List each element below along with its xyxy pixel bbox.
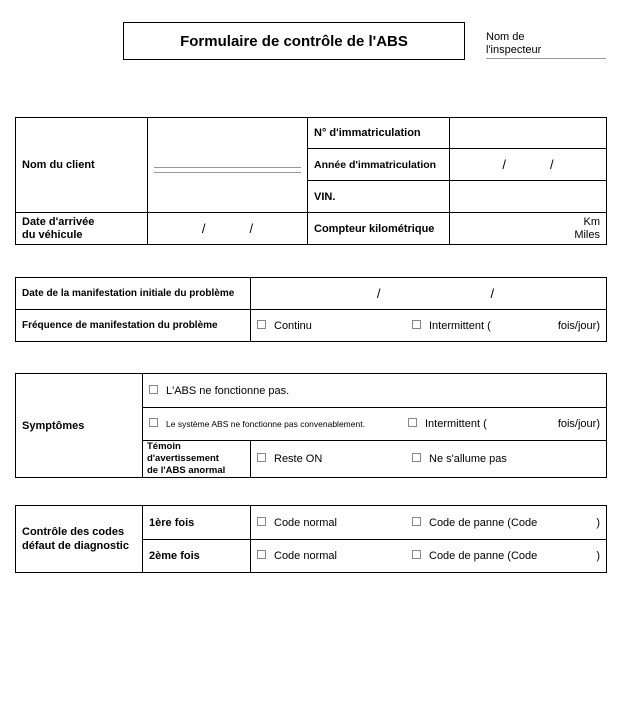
checkbox-icon (412, 453, 421, 462)
warning-light-options (251, 441, 607, 478)
checkbox-icon (257, 550, 266, 559)
checkbox-icon (257, 517, 266, 526)
option-continuous[interactable]: Continu (257, 320, 412, 332)
arrival-date-field[interactable]: / / (148, 213, 308, 245)
option-stays-on[interactable]: Reste ON (257, 453, 412, 465)
frequency-options (251, 310, 607, 342)
symptoms-table (15, 373, 607, 478)
client-vehicle-table (15, 117, 607, 245)
symptoms-label: Symptômes (16, 374, 143, 478)
inspector-name-label: Nom de l'inspecteur (486, 31, 542, 56)
symptom-not-working[interactable]: L'ABS ne fonctionne pas. (143, 374, 607, 408)
vin-field[interactable] (450, 181, 607, 213)
first-time-label: 1ère fois (143, 506, 251, 540)
second-time-options (251, 540, 607, 573)
symptom-malfunction[interactable]: Le système ABS ne fonctionne pas convenablement. (149, 418, 408, 430)
option-intermittent[interactable]: Intermittent ( fois/jour) (412, 320, 600, 332)
dtc-table (15, 505, 607, 573)
checkbox-icon (149, 418, 158, 427)
registration-no-field[interactable] (450, 118, 607, 149)
client-name-field[interactable] (148, 118, 308, 213)
symptom-malfunction-row (143, 408, 607, 441)
option-normal-code-2[interactable]: Code normal (257, 550, 412, 562)
dtc-label: Contrôle des codes défaut de diagnostic (16, 506, 143, 573)
option-intermittent[interactable]: Intermittent ( fois/jour) (408, 418, 600, 430)
checkbox-icon (412, 550, 421, 559)
inspector-name-field[interactable] (486, 58, 606, 59)
problem-table (15, 277, 607, 342)
registration-no-label: N° d'immatriculation (308, 118, 450, 149)
option-normal-code-1[interactable]: Code normal (257, 517, 412, 529)
checkbox-icon (257, 320, 266, 329)
checkbox-icon (412, 320, 421, 329)
odometer-units: Km Miles (574, 215, 600, 241)
form-title: Formulaire de contrôle de l'ABS (123, 22, 465, 60)
checkbox-icon (257, 453, 266, 462)
registration-year-label: Année d'immatriculation (308, 149, 450, 181)
first-occurrence-field[interactable]: / / (251, 278, 607, 310)
odometer-field[interactable] (450, 213, 607, 245)
option-fault-code-1[interactable]: Code de panne (Code ) (412, 517, 600, 529)
client-name-label: Nom du client (16, 118, 148, 213)
first-occurrence-label: Date de la manifestation initiale du problème (16, 278, 251, 310)
first-time-options (251, 506, 607, 540)
registration-year-field[interactable]: / / (450, 149, 607, 181)
option-fault-code-2[interactable]: Code de panne (Code ) (412, 550, 600, 562)
option-no-light[interactable]: Ne s'allume pas (412, 453, 507, 465)
checkbox-icon (149, 385, 158, 394)
checkbox-icon (408, 418, 417, 427)
odometer-label: Compteur kilométrique (308, 213, 450, 245)
arrival-date-label: Date d'arrivée du véhicule (16, 213, 148, 245)
frequency-label: Fréquence de manifestation du problème (16, 310, 251, 342)
checkbox-icon (412, 517, 421, 526)
vin-label: VIN. (308, 181, 450, 213)
client-name-lines (154, 167, 301, 173)
second-time-label: 2ème fois (143, 540, 251, 573)
warning-light-label: Témoin d'avertissement de l'ABS anormal (143, 441, 251, 478)
